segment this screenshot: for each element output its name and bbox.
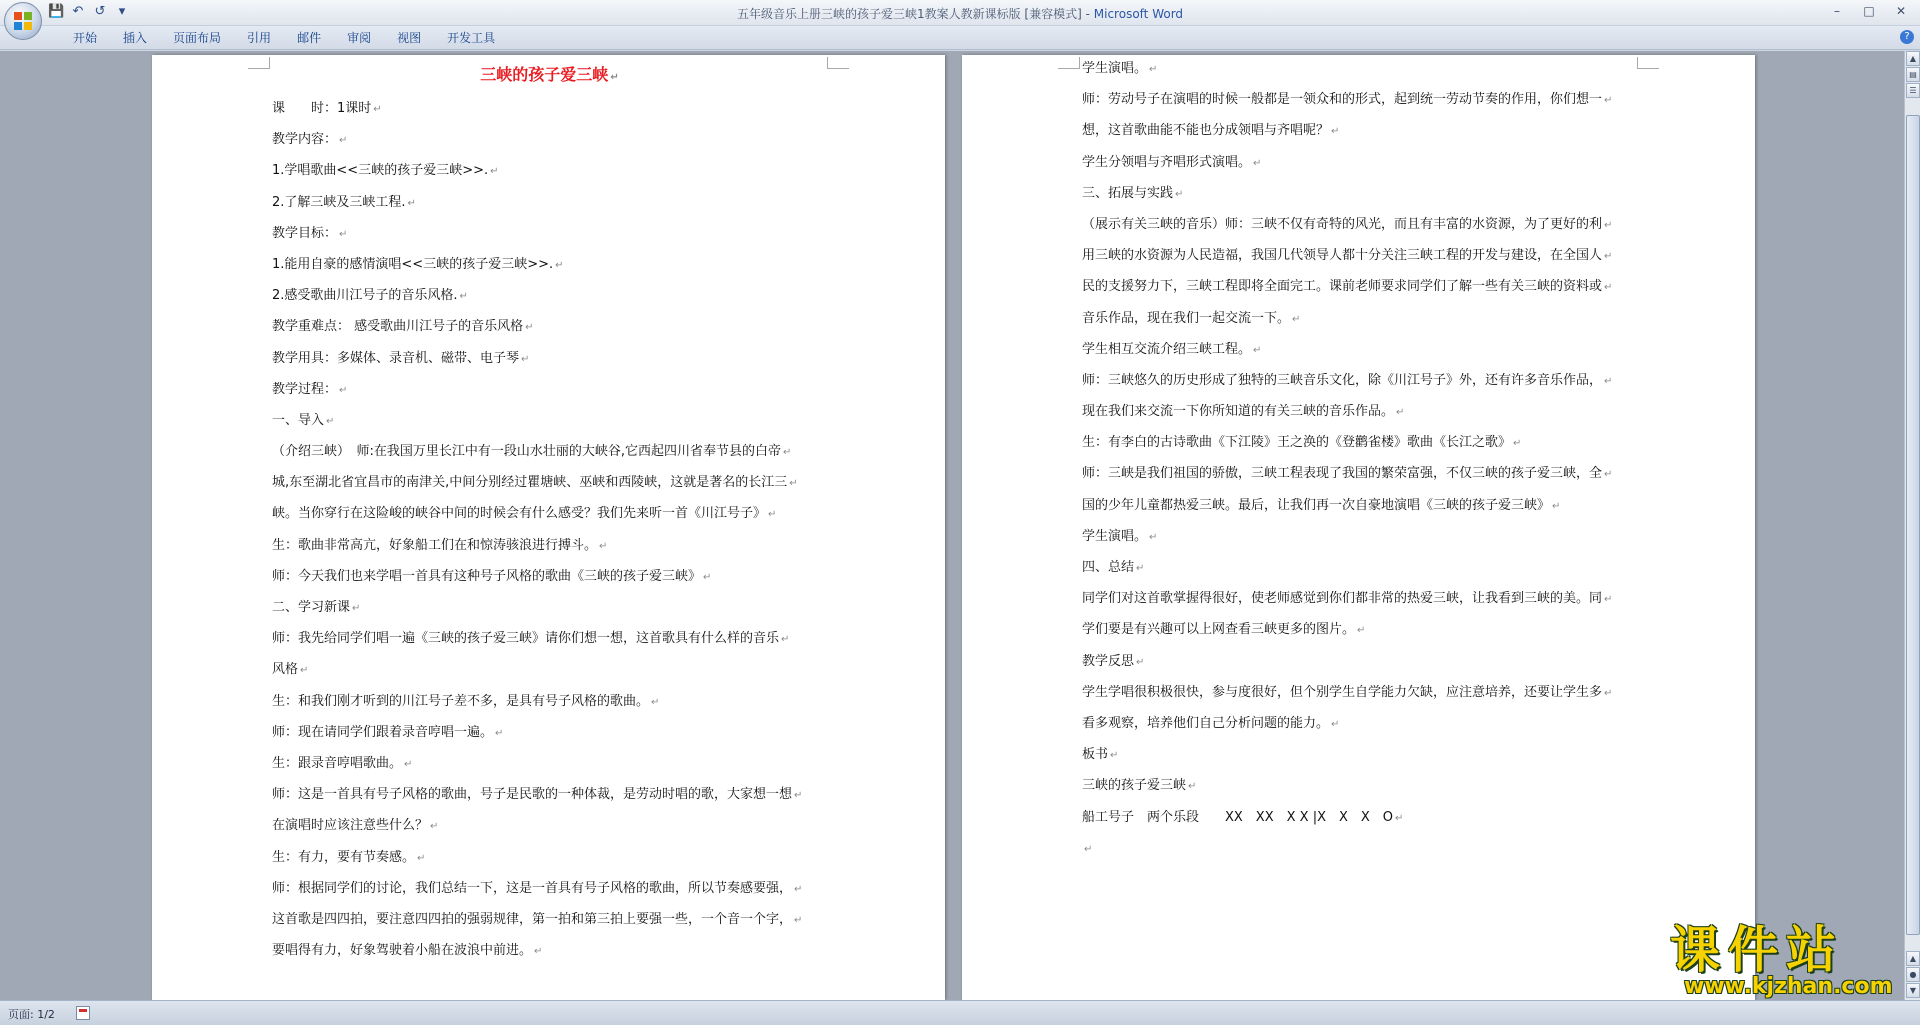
- paragraph-mark-icon: ↵: [417, 852, 426, 864]
- paragraph-line: [272, 873, 827, 904]
- paragraph-text: 船工号子 两个乐段 XX XX X X |X X X O: [1082, 809, 1394, 825]
- paragraph-mark-icon: ↵: [1149, 64, 1158, 75]
- paragraph-mark-icon: ↵: [1331, 126, 1340, 138]
- ruler-toggle-icon[interactable]: ▤: [1906, 67, 1920, 82]
- paragraph-text: 教学过程：: [272, 381, 338, 397]
- paragraph-text: 峡。当你穿行在这险峻的峡谷中间的时候会有什么感受？我们先来听一首《川江号子》: [272, 506, 767, 522]
- document-workspace: [0, 51, 1904, 1000]
- paragraph-mark-icon: ↵: [352, 603, 361, 614]
- paragraph-mark-icon: ↵: [1552, 500, 1561, 512]
- paragraph-line: [1082, 677, 1637, 708]
- paragraph-mark-icon: ↵: [339, 384, 348, 396]
- paragraph-mark-icon: ↵: [490, 166, 499, 178]
- paragraph-text: 师：现在请同学们跟着录音哼唱一遍。: [272, 724, 494, 740]
- paragraph-text: 教学反思: [1082, 653, 1135, 669]
- tab-view[interactable]: 视图: [397, 31, 422, 45]
- paragraph-line: [1082, 147, 1637, 178]
- paragraph-text: 师：根据同学们的讨论，我们总结一下，这是一首具有号子风格的歌曲，所以节奏感要强，: [272, 880, 793, 896]
- paragraph-line: [272, 561, 827, 592]
- window-title: 五年级音乐上册三峡的孩子爱三峡1教案人教新课标版 [兼容模式] - Microsoft Word: [736, 7, 1184, 21]
- split-view-icon[interactable]: ☰: [1906, 83, 1920, 98]
- paragraph-text: 生：有李白的古诗歌曲《下江陵》王之涣的《登鹳雀楼》歌曲《长江之歌》: [1082, 435, 1512, 451]
- paragraph-line: [272, 686, 827, 717]
- paragraph-line: [272, 748, 827, 779]
- paragraph-mark-icon: ↵: [1292, 313, 1301, 325]
- paragraph-text: 学生演唱。: [1082, 528, 1148, 544]
- paragraph-mark-icon: ↵: [1604, 687, 1613, 699]
- paragraph-line: [1082, 708, 1637, 739]
- tab-insert[interactable]: 插入: [123, 31, 148, 45]
- paragraph-mark-icon: ↵: [1604, 594, 1613, 606]
- paragraph-text: 民的支援努力下，三峡工程即将全面完工。课前老师要求同学们了解一些有关三峡的资料或: [1082, 279, 1603, 295]
- tab-references[interactable]: 引用: [247, 31, 272, 45]
- paragraph-line: [1082, 521, 1637, 552]
- paragraph-mark-icon: ↵: [1331, 718, 1340, 730]
- paragraph-mark-icon: ↵: [768, 509, 777, 521]
- paragraph-line: [272, 218, 827, 249]
- tab-review[interactable]: 审阅: [347, 31, 372, 45]
- minimize-icon[interactable]: –: [1834, 4, 1840, 18]
- paragraph-line: [1082, 209, 1637, 240]
- paragraph-text: 教学重难点： 感受歌曲川江号子的音乐风格: [272, 319, 524, 335]
- paragraph-line: [1082, 115, 1637, 146]
- paragraph-text: 二、学习新课: [272, 600, 351, 615]
- paragraph-text: 师：三峡悠久的历史形成了独特的三峡音乐文化，除《川江号子》外，还有许多音乐作品，: [1082, 372, 1603, 388]
- paragraph-text: 师：我先给同学们唱一遍《三峡的孩子爱三峡》请你们想一想，这首歌具有什么样的音乐: [272, 631, 780, 647]
- paragraph-text: 现在我们来交流一下你所知道的有关三峡的音乐作品。: [1082, 404, 1395, 420]
- paragraph-mark-icon: ↵: [1136, 563, 1145, 574]
- title-bar: [0, 0, 1920, 26]
- paragraph-mark-icon: ↵: [1513, 438, 1522, 450]
- paragraph-text: 想，这首歌曲能不能也分成领唱与齐唱呢？: [1082, 123, 1330, 139]
- paragraph-mark-icon: ↵: [521, 353, 530, 365]
- paragraph-text: 同学们对这首歌掌握得很好，使老师感觉到你们都非常的热爱三峡，让我看到三峡的美。同: [1082, 591, 1603, 607]
- paragraph-line: [272, 623, 827, 654]
- paragraph-mark-icon: ↵: [1136, 656, 1145, 668]
- paragraph-text: 学们要是有兴趣可以上网查看三峡更多的图片。: [1082, 622, 1356, 638]
- paragraph-line: [1082, 271, 1637, 302]
- page-indicator[interactable]: 页面: 1/2: [8, 1008, 55, 1021]
- paragraph-line: [1082, 833, 1637, 864]
- scroll-up-icon[interactable]: ▲: [1906, 51, 1920, 66]
- paragraph-text: 风格: [272, 662, 299, 678]
- paragraph-mark-icon: ↵: [300, 665, 309, 677]
- redo-icon[interactable]: ↺: [94, 4, 106, 19]
- page-1[interactable]: [152, 55, 945, 1000]
- scroll-thumb[interactable]: [1906, 115, 1920, 935]
- paragraph-text: 学生分领唱与齐唱形式演唱。: [1082, 154, 1252, 170]
- paragraph-line: [1082, 396, 1637, 427]
- paragraph-line: [272, 654, 827, 685]
- page-2-lines: [1082, 53, 1637, 864]
- paragraph-line: [1082, 334, 1637, 365]
- margin-corner-mark: [827, 57, 849, 69]
- paragraph-text: 2.了解三峡及三峡工程.: [272, 194, 406, 210]
- watermark-url: www.kjzhan.com: [1684, 974, 1893, 999]
- paragraph-line: [272, 810, 827, 841]
- paragraph-text: 三峡的孩子爱三峡: [1082, 778, 1187, 794]
- paragraph-text: 板书: [1082, 747, 1109, 763]
- proofing-status-icon[interactable]: [76, 1006, 90, 1020]
- status-bar: [0, 1000, 1920, 1025]
- paragraph-line: [272, 187, 827, 218]
- margin-corner-mark: [1637, 57, 1659, 69]
- paragraph-line: [1082, 646, 1637, 677]
- paragraph-line: [1082, 240, 1637, 271]
- maximize-icon[interactable]: □: [1863, 4, 1875, 18]
- paragraph-text: 三、拓展与实践: [1082, 185, 1174, 201]
- paragraph-text: （介绍三峡） 师:在我国万里长江中有一段山水壮丽的大峡谷,它西起四川省奉节县的白帝: [272, 444, 782, 460]
- paragraph-mark-icon: ↵: [781, 634, 790, 646]
- paragraph-line: [272, 343, 827, 374]
- paragraph-line: [1082, 458, 1637, 489]
- paragraph-text: 1.学唱歌曲<<三峡的孩子爱三峡>>.: [272, 163, 489, 179]
- paragraph-text: 师：今天我们也来学唱一首具有这种号子风格的歌曲《三峡的孩子爱三峡》: [272, 568, 702, 584]
- watermark-text: 课件站: [1670, 920, 1844, 979]
- paragraph-mark-icon: ↵: [1253, 157, 1262, 169]
- paragraph-line: [1082, 365, 1637, 396]
- tab-mailings[interactable]: 邮件: [297, 31, 322, 45]
- paragraph-text: 城,东至湖北省宜昌市的南津关,中间分别经过瞿塘峡、巫峡和西陵峡，这就是著名的长江三: [272, 475, 788, 491]
- paragraph-line: [272, 93, 827, 124]
- paragraph-mark-icon: ↵: [1357, 625, 1366, 637]
- help-icon[interactable]: ?: [1900, 30, 1914, 44]
- paragraph-text: 生：有力，要有节奏感。: [272, 849, 416, 865]
- office-logo-icon: [14, 12, 32, 30]
- paragraph-mark-icon: ↵: [1110, 750, 1119, 762]
- paragraph-mark-icon: ↵: [1188, 781, 1197, 793]
- paragraph-mark-icon: ↵: [1084, 843, 1093, 855]
- paragraph-text: 这首歌是四四拍，要注意四四拍的强弱规律，第一拍和第三拍上要强一些，一个音一个字，: [272, 911, 793, 927]
- paragraph-mark-icon: ↵: [373, 104, 382, 115]
- tab-home[interactable]: 开始: [73, 31, 98, 45]
- paragraph-line: [272, 904, 827, 935]
- paragraph-text: 1.能用自豪的感情演唱<<三峡的孩子爱三峡>>.: [272, 256, 554, 272]
- next-page-icon[interactable]: ▼: [1906, 983, 1920, 998]
- document-name: 五年级音乐上册三峡的孩子爱三峡1教案人教新课标版 [兼容模式]: [736, 7, 1082, 21]
- paragraph-mark-icon: ↵: [651, 696, 660, 708]
- paragraph-mark-icon: ↵: [1395, 812, 1404, 824]
- paragraph-line: [1082, 53, 1637, 84]
- paragraph-mark-icon: ↵: [555, 259, 564, 271]
- page-2[interactable]: [962, 55, 1755, 1000]
- browse-object-icon[interactable]: ●: [1906, 967, 1920, 982]
- margin-corner-mark: [248, 57, 270, 69]
- paragraph-mark-icon: ↵: [525, 322, 534, 334]
- vertical-scrollbar[interactable]: [1904, 51, 1920, 1000]
- paragraph-line: [272, 530, 827, 561]
- office-button[interactable]: [4, 2, 42, 40]
- paragraph-line: [272, 779, 827, 810]
- paragraph-mark-icon: ↵: [1604, 219, 1613, 231]
- paragraph-mark-icon: ↵: [1149, 531, 1158, 543]
- customize-qat-icon[interactable]: ▾: [118, 4, 126, 19]
- paragraph-text: 教学内容：: [272, 132, 338, 148]
- paragraph-line: [272, 717, 827, 748]
- paragraph-text: 四、总结: [1082, 560, 1135, 575]
- paragraph-mark-icon: ↵: [1604, 251, 1613, 263]
- paragraph-mark-icon: ↵: [599, 540, 608, 552]
- paragraph-mark-icon: ↵: [789, 478, 798, 490]
- paragraph-line: [1082, 303, 1637, 334]
- paragraph-line: [272, 311, 827, 342]
- paragraph-text: 国的少年儿童都热爱三峡。最后，让我们再一次自豪地演唱《三峡的孩子爱三峡》: [1082, 497, 1551, 513]
- paragraph-line: [1082, 739, 1637, 770]
- paragraph-mark-icon: ↵: [1396, 407, 1405, 419]
- page-2-body[interactable]: [1082, 53, 1637, 864]
- paragraph-mark-icon: ↵: [794, 914, 803, 926]
- document-title: 三峡的孩子爱三峡 ↵: [480, 65, 619, 84]
- paragraph-text: 学生相互交流介绍三峡工程。: [1082, 341, 1252, 357]
- paragraph-mark-icon: ↵: [1604, 282, 1613, 294]
- paragraph-line: [272, 124, 827, 155]
- ribbon-tabs: [60, 30, 508, 46]
- paragraph-line: [272, 498, 827, 529]
- paragraph-mark-icon: ↵: [794, 790, 803, 802]
- paragraph-text: 师：三峡是我们祖国的骄傲，三峡工程表现了我国的繁荣富强，不仅三峡的孩子爱三峡，全: [1082, 466, 1603, 482]
- paragraph-mark-icon: ↵: [783, 447, 792, 459]
- paragraph-text: 师：劳动号子在演唱的时候一般都是一领众和的形式，起到统一劳动节奏的作用，你们想一: [1082, 92, 1603, 108]
- paragraph-line: [272, 436, 827, 467]
- paragraph-mark-icon: ↵: [534, 946, 543, 958]
- paragraph-text: 学生演唱。: [1082, 61, 1148, 76]
- paragraph-text: 学生学唱很积极很快，参与度很好，但个别学生自学能力欠缺，应注意培养，还要让学生多: [1082, 684, 1603, 700]
- page-1-body[interactable]: [272, 55, 827, 966]
- paragraph-text: 课 时：1课时: [272, 101, 372, 116]
- prev-page-icon[interactable]: ▲: [1906, 951, 1920, 966]
- paragraph-text: 用三峡的水资源为人民造福，我国几代领导人都十分关注三峡工程的开发与建设，在全国人: [1082, 248, 1603, 264]
- paragraph-mark-icon: ↵: [1604, 469, 1613, 481]
- paragraph-line: [272, 374, 827, 405]
- paragraph-line: [272, 155, 827, 186]
- paragraph-text: （展示有关三峡的音乐）师：三峡不仅有奇特的风光，而且有丰富的水资源，为了更好的利: [1082, 216, 1603, 232]
- paragraph-mark-icon: ↵: [430, 821, 439, 833]
- paragraph-text: 要唱得有力，好象驾驶着小船在波浪中前进。: [272, 943, 533, 959]
- paragraph-line: [272, 405, 827, 436]
- tab-developer[interactable]: 开发工具: [447, 31, 496, 45]
- paragraph-line: [1082, 614, 1637, 645]
- undo-icon[interactable]: ↶: [72, 4, 84, 19]
- paragraph-mark-icon: ↵: [459, 291, 468, 303]
- app-name: Microsoft Word: [1093, 7, 1184, 21]
- paragraph-line: [272, 280, 827, 311]
- paragraph-text: 教学目标：: [272, 225, 338, 241]
- save-icon[interactable]: 💾: [48, 4, 65, 19]
- paragraph-mark-icon: ↵: [404, 758, 413, 770]
- paragraph-text: 生：和我们刚才听到的川江号子差不多，是具有号子风格的歌曲。: [272, 693, 650, 709]
- close-icon[interactable]: ✕: [1895, 4, 1907, 18]
- paragraph-line: [272, 592, 827, 623]
- paragraph-line: [1082, 178, 1637, 209]
- watermark-logo: [1670, 922, 1902, 1000]
- tab-page-layout[interactable]: 页面布局: [173, 31, 222, 45]
- page-1-lines: [272, 93, 827, 966]
- paragraph-mark-icon: ↵: [1604, 95, 1613, 107]
- paragraph-line: [272, 935, 827, 966]
- paragraph-line: [1082, 583, 1637, 614]
- paragraph-mark-icon: ↵: [407, 197, 416, 209]
- paragraph-text: 音乐作品，现在我们一起交流一下。: [1082, 310, 1291, 326]
- paragraph-line: [272, 842, 827, 873]
- ribbon-tab-bar: [0, 26, 1920, 50]
- paragraph-mark-icon: ↵: [339, 228, 348, 240]
- paragraph-mark-icon: ↵: [1253, 344, 1262, 356]
- paragraph-line: [272, 467, 827, 498]
- paragraph-text: 在演唱时应该注意些什么？: [272, 818, 429, 834]
- paragraph-line: [272, 249, 827, 280]
- paragraph-line: [1082, 552, 1637, 583]
- paragraph-text: 师：这是一首具有号子风格的歌曲，号子是民歌的一种体裁，是劳动时唱的歌，大家想一想: [272, 787, 793, 803]
- margin-corner-mark: [1058, 57, 1080, 69]
- window-controls: [1822, 2, 1916, 20]
- paragraph-line: [1082, 84, 1637, 115]
- paragraph-line: [1082, 427, 1637, 458]
- paragraph-line: [1082, 770, 1637, 801]
- paragraph-text: 生：跟录音哼唱歌曲。: [272, 755, 403, 771]
- paragraph-mark-icon: ↵: [703, 571, 712, 583]
- paragraph-mark-icon: ↵: [339, 135, 348, 147]
- paragraph-line: [1082, 490, 1637, 521]
- paragraph-text: 2.感受歌曲川江号子的音乐风格.: [272, 288, 458, 304]
- paragraph-mark-icon: ↵: [794, 883, 803, 895]
- paragraph-mark-icon: ↵: [495, 727, 504, 739]
- paragraph-text: 看多观察，培养他们自己分析问题的能力。: [1082, 715, 1330, 731]
- paragraph-line: [1082, 802, 1637, 833]
- paragraph-text: 一、导入: [272, 412, 325, 428]
- paragraph-text: 教学用具：多媒体、录音机、磁带、电子琴: [272, 350, 520, 366]
- paragraph-mark-icon: ↵: [326, 415, 335, 427]
- paragraph-text: 生：歌曲非常高亢，好象船工们在和惊涛骇浪进行搏斗。: [272, 537, 598, 553]
- paragraph-mark-icon: ↵: [1604, 375, 1613, 387]
- paragraph-mark-icon: ↵: [1175, 188, 1184, 200]
